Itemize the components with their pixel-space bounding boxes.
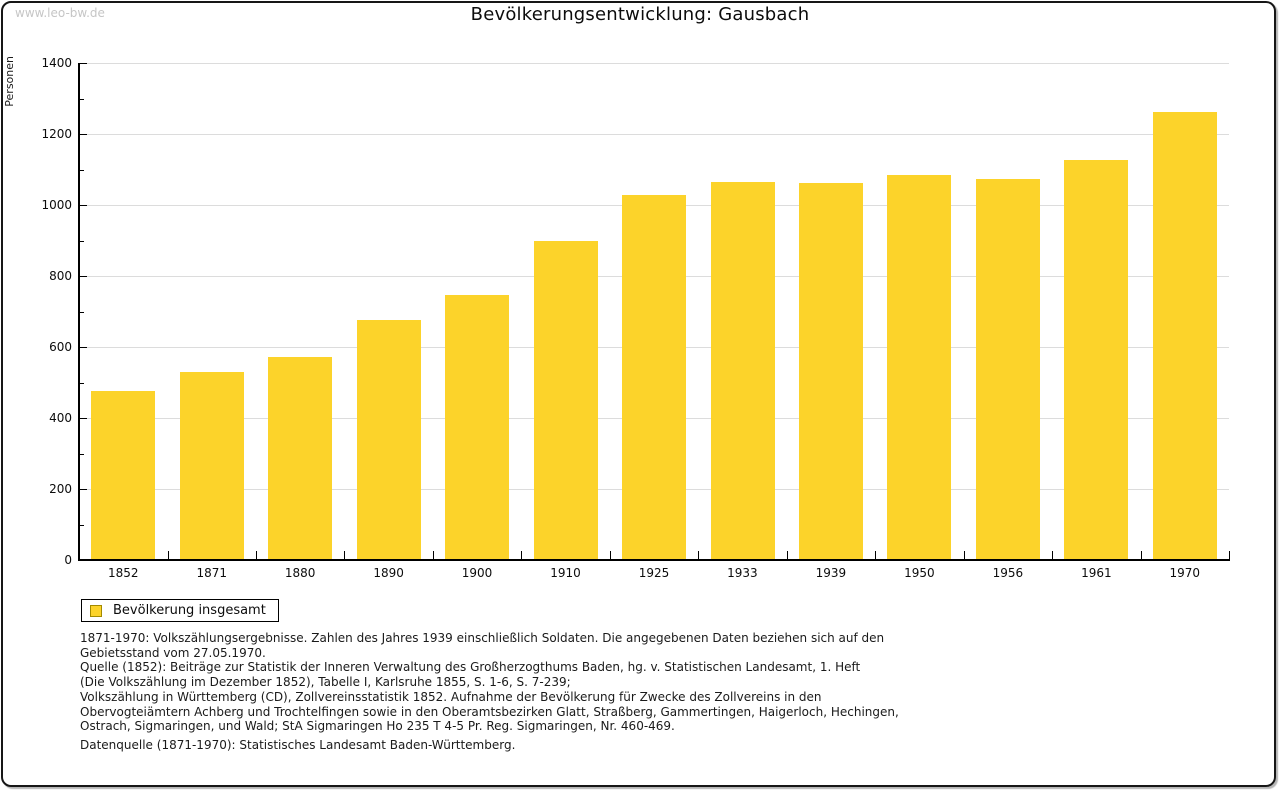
y-tick: [80, 525, 84, 526]
x-tick: [787, 551, 788, 559]
x-tick-label: 1925: [638, 566, 670, 580]
bar-1956: [976, 179, 1040, 560]
y-tick: [80, 489, 87, 490]
x-tick: [698, 551, 699, 559]
x-tick-label: 1880: [284, 566, 316, 580]
chart-title: Bevölkerungsentwicklung: Gausbach: [470, 4, 810, 25]
x-tick-label: 1910: [550, 566, 581, 580]
y-tick: [80, 347, 87, 348]
x-tick: [168, 551, 169, 559]
x-tick-label: 1871: [196, 566, 228, 580]
x-tick-label: 1956: [992, 566, 1024, 580]
bar-1970: [1153, 112, 1217, 560]
x-tick: [344, 551, 345, 559]
legend-box: [81, 599, 279, 622]
bar-1933: [711, 182, 775, 560]
y-tick: [80, 312, 84, 313]
y-tick: [80, 134, 87, 135]
x-tick: [79, 551, 80, 559]
x-tick-label: 1900: [461, 566, 493, 580]
y-tick: [80, 63, 87, 64]
y-tick: [80, 383, 84, 384]
y-tick: [80, 276, 87, 277]
bar-1950: [887, 175, 951, 560]
y-tick-label: 1200: [41, 127, 72, 141]
bar-1961: [1064, 160, 1128, 560]
bar-1900: [445, 295, 509, 560]
y-tick-label: 400: [49, 411, 72, 425]
x-tick: [1141, 551, 1142, 559]
source-note-line: Obervogteiämtern Achberg und Trochtelfingen sowie in den Oberamtsbezirken Glatt, Straßberg, Gammertingen, Haigerloch, Hechingen,: [80, 704, 899, 719]
grid-line: [79, 134, 1229, 135]
x-tick: [433, 551, 434, 559]
source-notes: [80, 631, 899, 734]
x-tick-label: 1852: [107, 566, 139, 580]
y-tick-label: 0: [64, 553, 72, 567]
y-tick: [80, 241, 84, 242]
y-tick-label: 600: [49, 340, 72, 354]
grid-line: [79, 63, 1229, 64]
x-tick: [256, 551, 257, 559]
legend-label: Bevölkerung insgesamt: [113, 603, 266, 618]
x-tick-label: 1890: [373, 566, 404, 580]
x-tick: [1052, 551, 1053, 559]
bar-1910: [534, 241, 598, 561]
bar-1939: [799, 183, 863, 560]
bar-1925: [622, 195, 686, 560]
y-tick: [80, 99, 84, 100]
y-tick: [80, 205, 87, 206]
x-tick: [875, 551, 876, 559]
bar-1871: [180, 372, 244, 560]
source-note-line: Volkszählung in Württemberg (CD), Zollvereinsstatistik 1852. Aufnahme der Bevölkerung für Zwecke des Zollvereins in den: [80, 689, 822, 704]
source-note-line: 1871-1970: Volkszählungsergebnisse. Zahlen des Jahres 1939 einschließlich Soldaten. Die angegebenen Daten beziehen sich auf den: [80, 631, 885, 645]
x-tick-label: 1933: [727, 566, 758, 580]
legend-swatch-icon: [90, 605, 102, 617]
source-note-line: Quelle (1852): Beiträge zur Statistik der Inneren Verwaltung des Großherzogthums Baden, hg. v. Statistischen Landesamt, 1. Heft: [80, 660, 861, 675]
bar-1890: [357, 320, 421, 560]
x-tick-label: 1961: [1081, 566, 1112, 580]
source-note-line: Gebietsstand vom 27.05.1970.: [80, 645, 266, 660]
source-note-line: Ostrach, Sigmaringen, und Wald; StA Sigmaringen Ho 235 T 4-5 Pr. Reg. Sigmaringen, Nr. 460-469.: [80, 719, 675, 734]
x-tick-label: 1970: [1169, 566, 1201, 580]
y-tick-label: 800: [49, 269, 72, 283]
y-tick: [80, 454, 84, 455]
y-tick-label: 1000: [41, 198, 72, 212]
bar-1880: [268, 357, 332, 560]
y-tick-label: 200: [49, 482, 72, 496]
bar-1852: [91, 391, 155, 560]
x-tick: [1229, 551, 1230, 559]
datasource-note: Datenquelle (1871-1970): Statistisches Landesamt Baden-Württemberg.: [80, 738, 516, 752]
x-tick-label: 1939: [815, 566, 847, 580]
y-tick: [80, 418, 87, 419]
site-watermark: www.leo-bw.de: [15, 6, 105, 20]
x-tick-label: 1950: [904, 566, 935, 580]
x-tick: [521, 551, 522, 559]
x-axis-line: [78, 559, 1230, 561]
x-tick: [610, 551, 611, 559]
source-note-line: (Die Volkszählung im Dezember 1852), Tabelle I, Karlsruhe 1855, S. 1-6, S. 7-239;: [80, 675, 571, 690]
y-axis-title: Personen: [3, 56, 16, 107]
x-tick: [964, 551, 965, 559]
y-tick: [80, 170, 84, 171]
y-tick-label: 1400: [41, 56, 72, 70]
